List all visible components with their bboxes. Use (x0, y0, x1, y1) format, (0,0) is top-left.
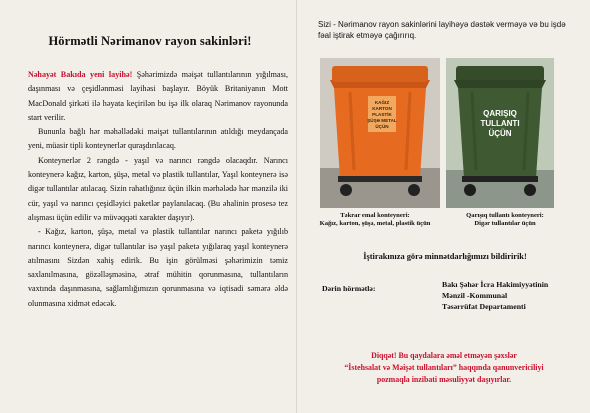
authority-line-3: Təsərrüfat Departamenti (442, 302, 526, 311)
svg-text:PLASTİK: PLASTİK (372, 112, 392, 117)
green-caption-text: Digər tullantılar üçün (474, 220, 536, 227)
orange-caption-title: Təkrar emal konteyneri: (340, 212, 410, 219)
leaflet-title: Hörmətli Nərimanov rayon sakinləri! (48, 34, 252, 48)
svg-text:ŞÜŞƏ METAL: ŞÜŞƏ METAL (367, 118, 397, 123)
green-bin-label-2: TULLANTI (480, 119, 520, 128)
fold-line (296, 0, 297, 413)
issuing-authority (442, 279, 572, 312)
orange-caption-text: Kağız, karton, şüşə, metal, plastik üçün (319, 220, 431, 227)
paragraph-containers: Bununla bağlı hər məhəllədəki məişət tullantılarının atıldığı meydançada yeni, müasir tipli konteynerlər quraşdırılacaq. (28, 127, 288, 151)
thanks-line: İştirakınıza görə minnətdarlığımızı bildiririk! (363, 252, 527, 261)
authority-line-1: Bakı Şəhər İcra Hakimiyyətinin (442, 280, 549, 289)
warning-line-2: “İstehsalat və Məişət tullantıları” haqqında qanunvericiliyi (344, 363, 544, 372)
authority-line-2: Mənzil -Kommunal (442, 291, 508, 300)
svg-text:KAĞIZ: KAĞIZ (374, 100, 390, 105)
green-bin-label-1: QARIŞIQ (483, 109, 517, 118)
orange-bin-caption (310, 212, 440, 228)
green-caption-title: Qarışıq tullantı konteyneri: (466, 212, 544, 219)
paragraph-intro-text: Şəhərimizdə məişət tullantılarının yığılması, daşınması və çeşidlənməsi layihəsi başlayır. Böyük Britaniyanın Mott MacDonald şirkəti ilə həyata keçirilən bu işə ilk olaraq Nərimanov rayonunda start verilir. (28, 70, 288, 122)
orange-recycling-bin (320, 58, 440, 208)
green-mixed-waste-bin (446, 58, 554, 208)
leaflet-body (28, 68, 288, 311)
paragraph-colors: Konteynerlər 2 rəngdə - yaşıl və narıncı rəngdə olacaqdır. Narıncı konteynerə kağız, karton, şüşə, metal və plastik tullantılar, Yaşıl konteynerə isə digər tullantılar atılacaq. Sizin rahatlığınız üçün ilkin mərhələdə hər mənzilə iki cür, yaşıl və narıncı çeşidləyici paketlər paylanılacaq. (Bu əhalinin prosesə tez alışması üçün edilir və müvəqqəti xarakter daşıyır). (28, 155, 288, 222)
headline-red: Nəhayət Bakıda yeni layihə! (28, 70, 133, 79)
call-to-action: Sizi - Nərimanov rayon sakinlərini layihəyə dəstək verməyə və bu işdə fəal iştirak etməyə çağırırıq. (318, 20, 566, 40)
green-bin-label-3: ÜÇÜN (488, 129, 512, 138)
legal-warning (312, 350, 576, 386)
regards-label: Dərin hörmətlə: (322, 284, 376, 293)
paragraph-request: - Kağız, karton, şüşə, metal və plastik tullantılar narıncı paketə yığılıb narıncı konteynerə, digər tullantılar isə yaşıl paketə yığılaraq yaşıl konteynerə atılmasını Sizdən xahiş edirik. Bu işin görülməsi şəhərimizin təmiz saxlanılmasına, gözəlləşməsinə, ətraf mühitin qorunmasına, tullantıların vaxtında daşınmasına, sağlamlığımızın qorunmasına və iqtisadi səmərə əldə olunmasına xidmət edəcək. (28, 227, 288, 308)
svg-text:ÜÇÜN: ÜÇÜN (375, 124, 389, 129)
paragraph-intro (28, 68, 288, 125)
warning-line-3: pozmaqla inzibati məsuliyyət daşıyırlar. (376, 375, 512, 384)
warning-line-1: Diqqət! Bu qaydalara əməl etməyən şəxslər (371, 351, 517, 360)
svg-text:KARTON: KARTON (372, 106, 392, 111)
green-bin-caption (450, 212, 560, 228)
